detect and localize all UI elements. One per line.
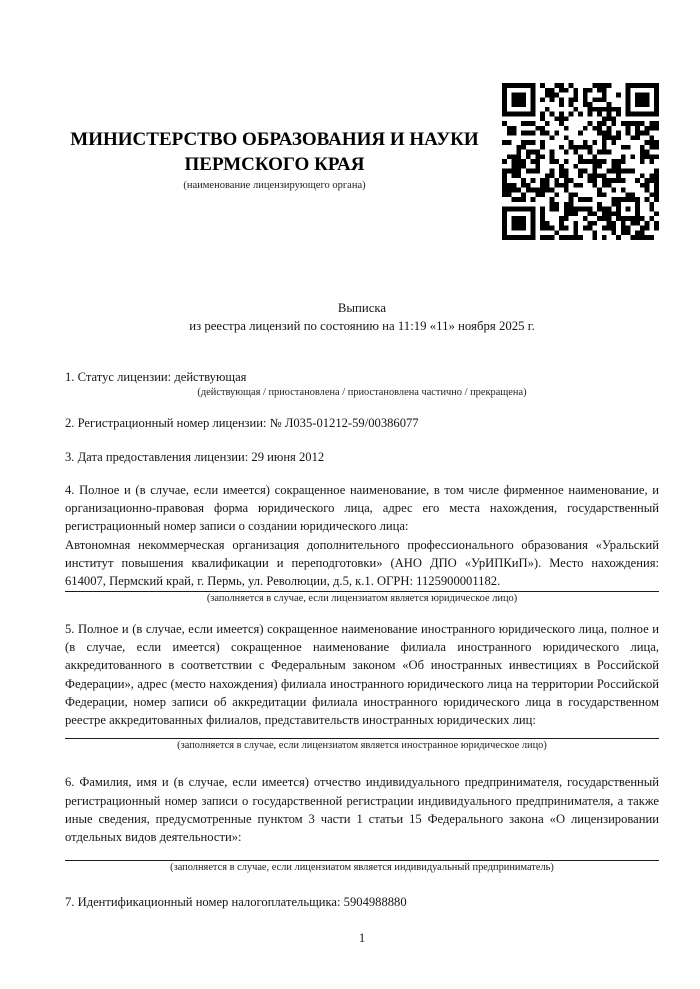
legal-entity-value: Автономная некоммерческая организация дополнительного профессионального образования «Уральский институт повышения квалификации и переподготовки» (АНО ДПО «УрИПКиП»). Место нахождения: 614007, Пермский край, г. Пермь, ул. Революции, д.5, к.1. ОГРН: 1125900001182. (65, 536, 659, 592)
document-title-line2: из реестра лицензий по состоянию на 11:19 «11» ноября 2025 г. (189, 319, 535, 333)
section-license-status (65, 368, 659, 400)
document-title (65, 299, 659, 335)
section-foreign-entity (65, 620, 659, 754)
license-date-text: 3. Дата предоставления лицензии: 29 июня 2012 (65, 449, 325, 464)
licensing-authority-block (65, 83, 502, 240)
section-license-date (65, 448, 659, 466)
ministry-name-line1: МИНИСТЕРСТВО ОБРАЗОВАНИЯ И НАУКИ (70, 129, 479, 150)
legal-entity-note: (заполняется в случае, если лицензиатом является юридическое лицо) (206, 592, 518, 604)
document-title-line1: Выписка (337, 301, 387, 315)
section-registration-number (65, 414, 659, 432)
entrepreneur-note: (заполняется в случае, если лицензиатом является индивидуальный предприниматель) (170, 861, 554, 873)
license-status-text: 1. Статус лицензии: действующая (65, 370, 247, 384)
registration-number-text: 2. Регистрационный номер лицензии: № Л035-01212-59/00386077 (65, 416, 419, 431)
foreign-entity-note: (заполняется в случае, если лицензиатом является иностранное юридическое лицо) (177, 740, 547, 752)
document-header (65, 83, 659, 240)
qr-code (502, 83, 659, 240)
legal-entity-heading: 4. Полное и (в случае, если имеется) сокращенное наименование, в том числе фирменное наименование, и организационно-правовая форма юридического лица, адрес его места нахождения, государственный регистрационный номер записи о создании юридического лица: (65, 482, 659, 534)
section-individual-entrepreneur (65, 773, 659, 874)
foreign-entity-heading: 5. Полное и (в случае, если имеется) сокращенное наименование иностранного юридического лица, полное и (в случае, если имеется) сокращенное наименование филиала иностранного юридического лица, аккредитованного в соответствии с Федеральным законом «Об иностранных инвестициях в Российской Федерации», адрес (место нахождения) филиала иностранного юридического лица на территории Российской Федерации, номер записи об аккредитации филиала иностранного юридического лица в государственном реестре аккредитованных филиалов, представительств иностранных юридических лиц: (65, 621, 659, 728)
license-status-note: (действующая / приостановлена / приостановлена частично / прекращена) (197, 387, 527, 399)
page-number: 1 (358, 930, 366, 945)
entrepreneur-heading: 6. Фамилия, имя и (в случае, если имеется) отчество индивидуального предпринимателя, государственный регистрационный номер записи о государственной регистрации индивидуального предпринимателя, а также иные сведения, предусмотренные пунктом 3 части 1 статьи 15 Федерального закона «О лицензировании отдельных видов деятельности»: (65, 775, 659, 845)
section-taxpayer-number (65, 893, 659, 911)
section-legal-entity (65, 481, 659, 606)
taxpayer-number-text: 7. Идентификационный номер налогоплательщика: 5904988880 (65, 894, 407, 909)
licensing-authority-caption: (наименование лицензирующего органа) (183, 180, 366, 191)
ministry-name-line2: ПЕРМСКОГО КРАЯ (184, 154, 365, 175)
